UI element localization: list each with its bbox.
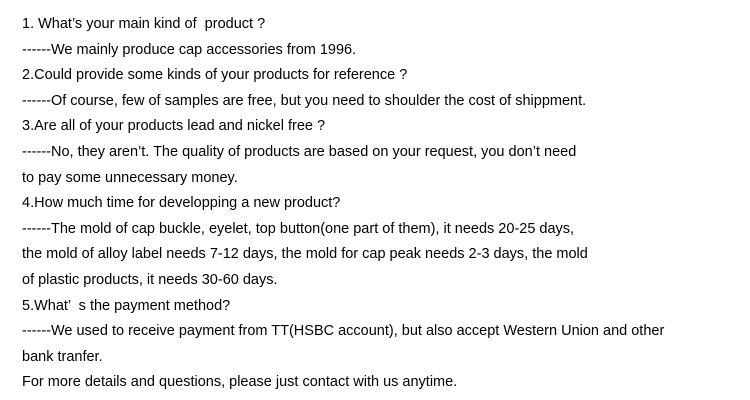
answer-4-line-1: ------The mold of cap buckle, eyelet, top button(one part of them), it needs 20-25 days, bbox=[22, 220, 575, 237]
faq-text-block bbox=[22, 12, 742, 396]
answer-4-line-3: of plastic products, it needs 30-60 days. bbox=[22, 271, 278, 288]
question-2: 2.Could provide some kinds of your products for reference ? bbox=[22, 67, 408, 84]
answer-2: ------Of course, few of samples are free, but you need to shoulder the cost of shippment. bbox=[22, 92, 587, 109]
answer-3-line-1: ------No, they aren’t. The quality of products are based on your request, you don’t need bbox=[22, 143, 577, 160]
answer-1: ------We mainly produce cap accessories from 1996. bbox=[22, 41, 357, 58]
closing-note: For more details and questions, please just contact with us anytime. bbox=[22, 374, 458, 391]
question-1: 1. What’s your main kind of product ? bbox=[22, 16, 266, 32]
answer-5-line-2: bank tranfer. bbox=[22, 348, 103, 365]
answer-5-line-1: ------We used to receive payment from TT(HSBC account), but also accept Western Union and other bbox=[22, 323, 665, 340]
question-3: 3.Are all of your products lead and nickel free ? bbox=[22, 118, 326, 135]
question-4: 4.How much time for developping a new product? bbox=[22, 195, 341, 212]
question-5: 5.What’ s the payment method? bbox=[22, 297, 231, 314]
answer-3-line-2: to pay some unnecessary money. bbox=[22, 169, 238, 186]
answer-4-line-2: the mold of alloy label needs 7-12 days, the mold for cap peak needs 2-3 days, the mold bbox=[22, 246, 588, 263]
